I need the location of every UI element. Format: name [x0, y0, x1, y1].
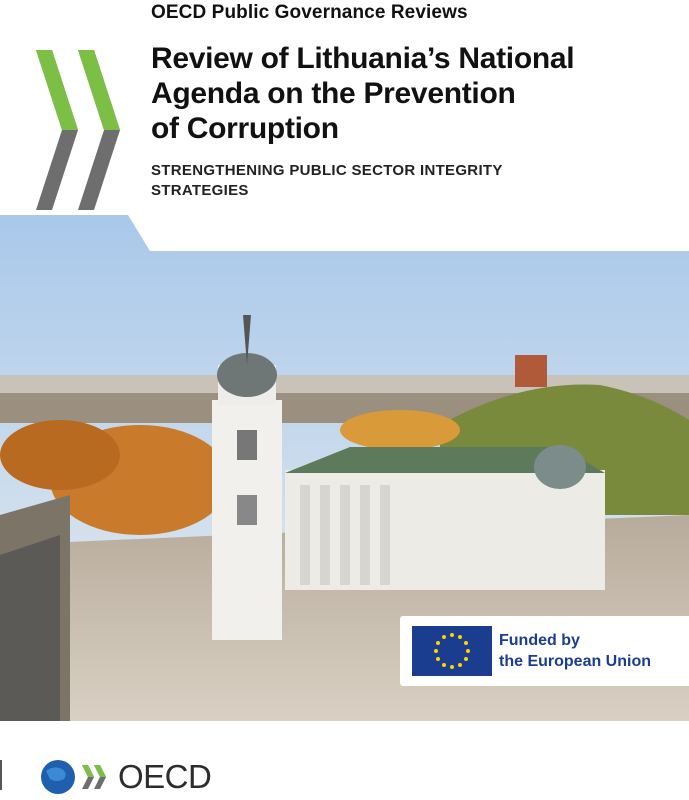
oecd-globe-icon — [40, 757, 116, 797]
eu-flag-icon — [412, 626, 492, 676]
eu-funding-text: Funded by the European Union — [499, 632, 651, 670]
series-title: OECD Public Governance Reviews — [151, 2, 468, 23]
eu-funding-badge — [400, 616, 689, 686]
oecd-wordmark: OECD — [118, 758, 212, 795]
report-subtitle: STRENGTHENING PUBLIC SECTOR INTEGRITY STRATEGIES — [151, 162, 503, 199]
report-title: Review of Lithuania’s National Agenda on the Prevention of Corruption — [151, 42, 575, 145]
oecd-chevron-icon — [36, 50, 126, 210]
footer-divider — [0, 760, 2, 790]
